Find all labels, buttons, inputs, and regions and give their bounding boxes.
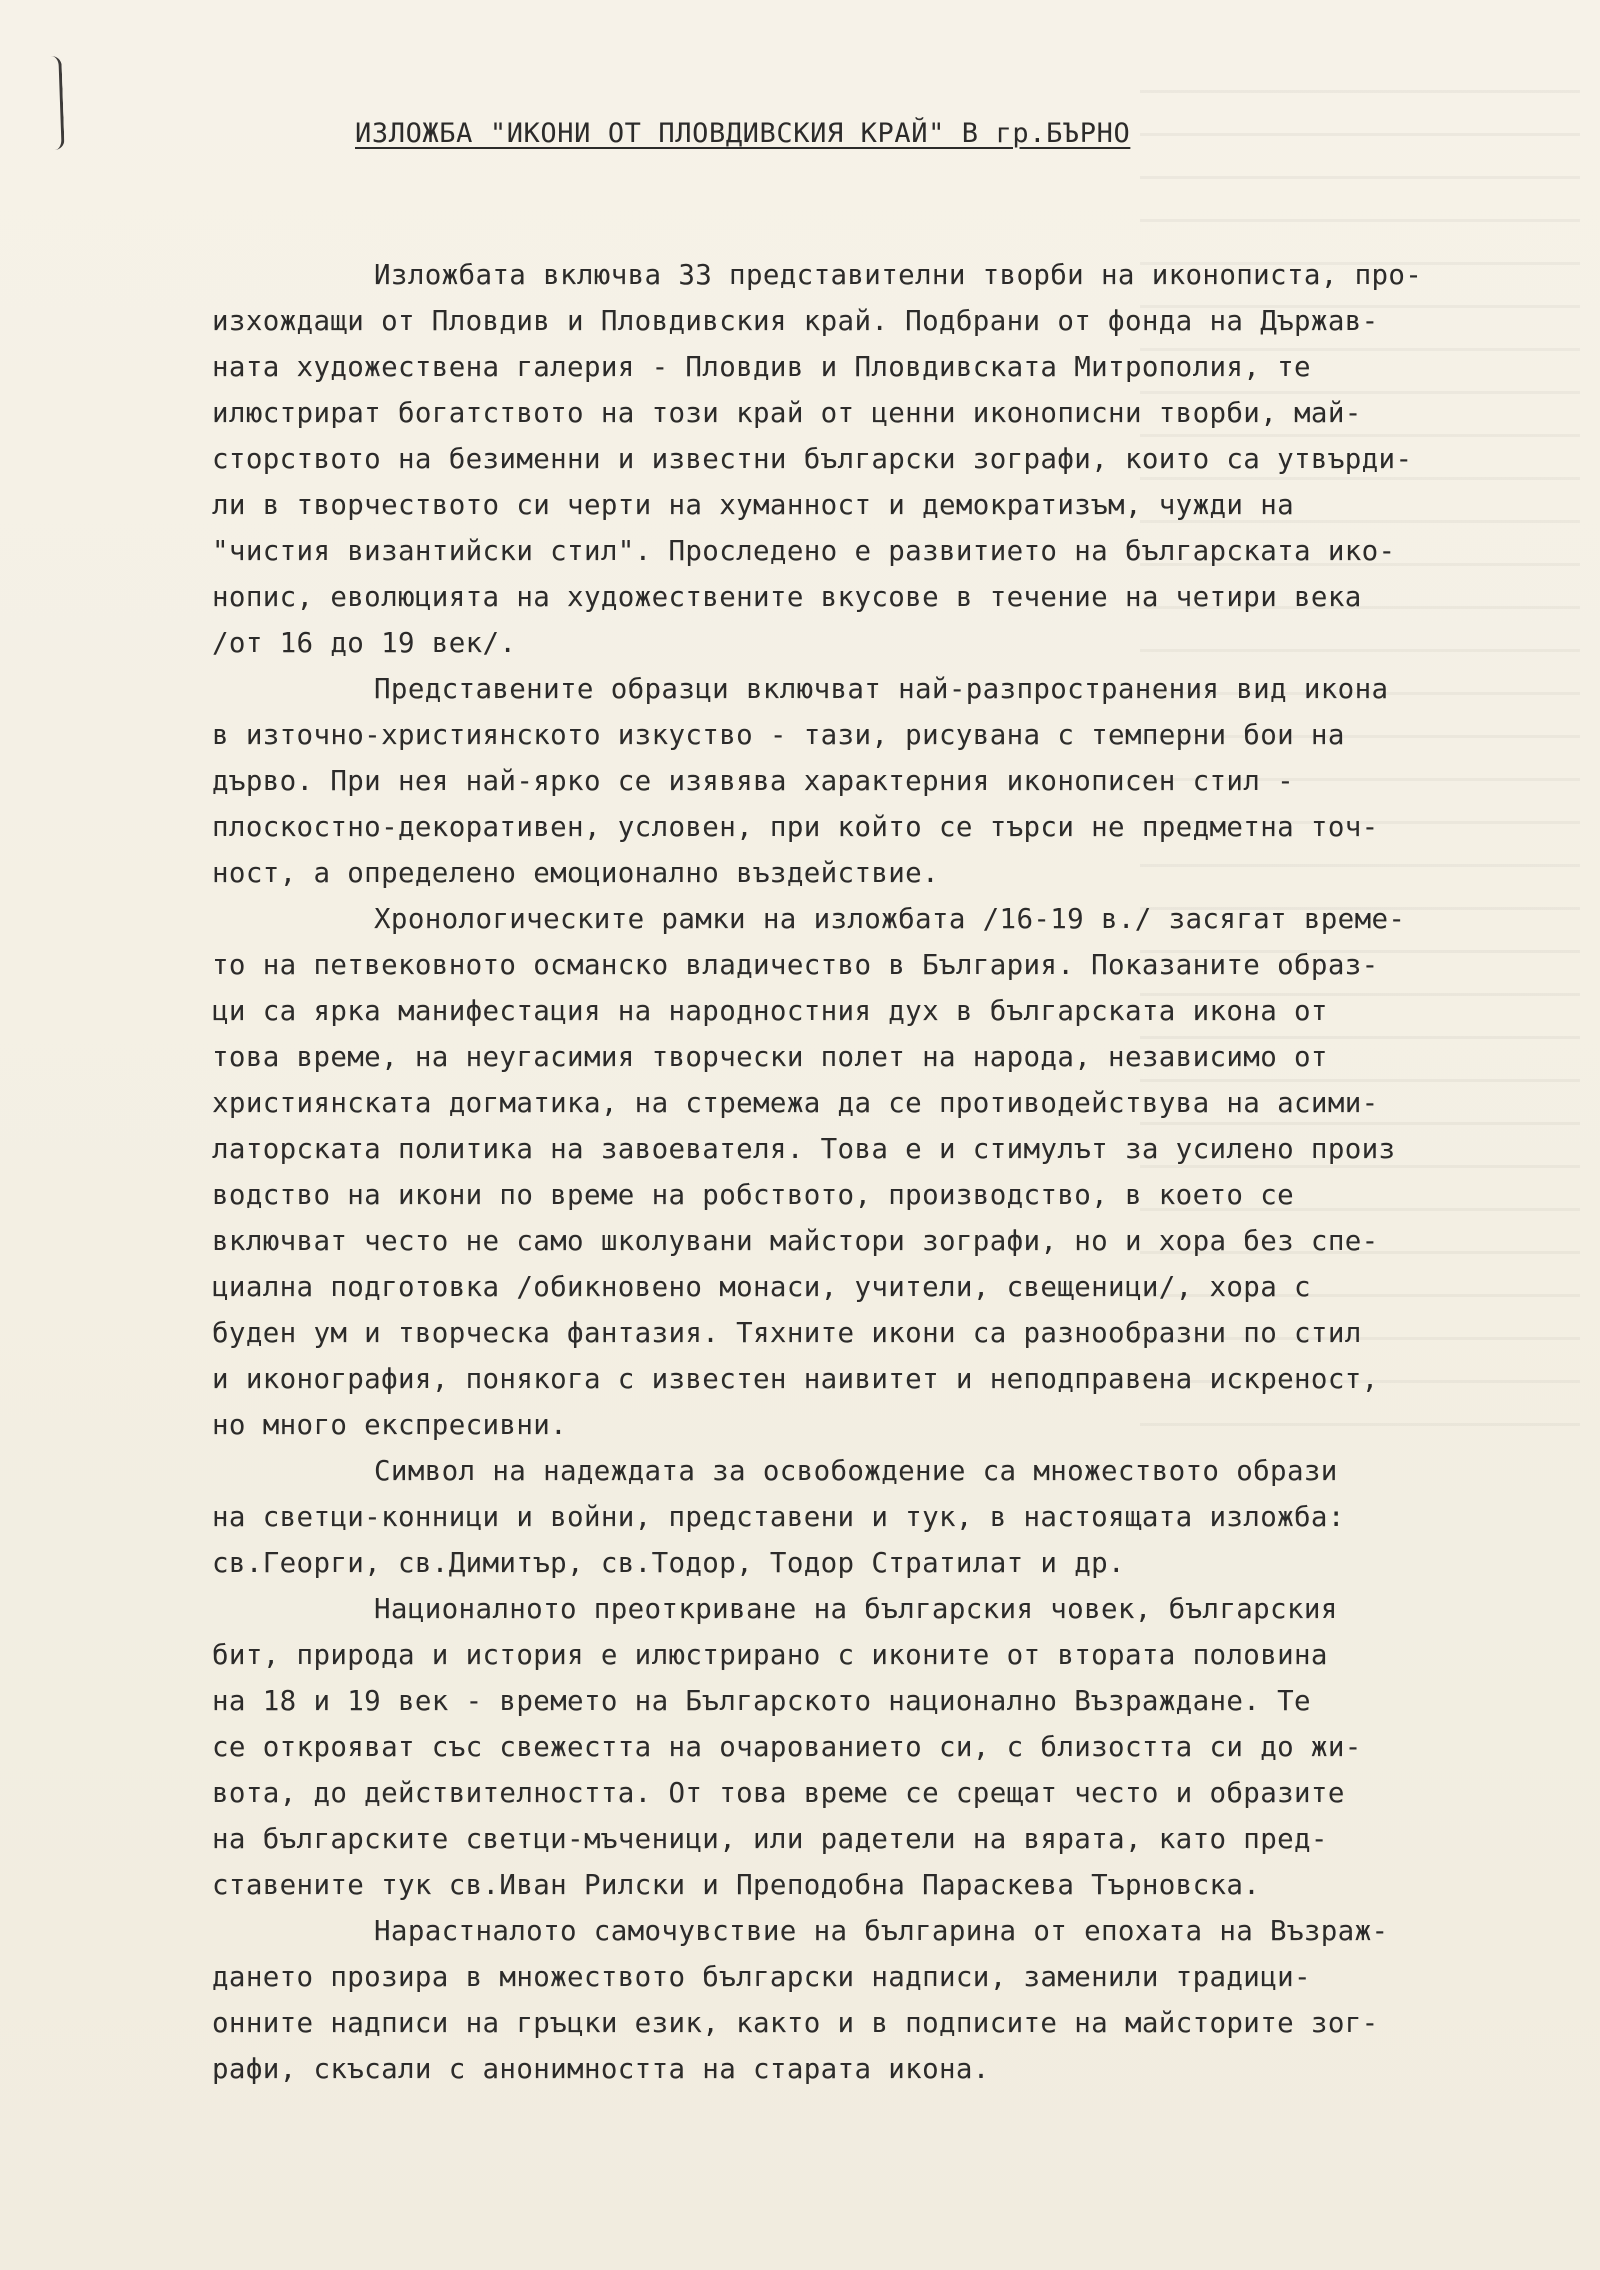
paragraph-line: бит, природа и история е илюстрирано с иконите от втората половина — [212, 1639, 1328, 1671]
paragraph-line: св.Георги, св.Димитър, св.Тодор, Тодор Стратилат и др. — [212, 1547, 1125, 1579]
paragraph-line: плоскостно-декоративен, условен, при който се търси не предметна точ- — [212, 811, 1379, 843]
paragraph-line: водство на икони по време на робството, производство, в което се — [212, 1179, 1295, 1211]
paragraph-line: и иконография, понякога с известен наивитет и неподправена искреност, — [212, 1363, 1379, 1395]
paragraph-line: се открояват със свежестта на очарованието си, с близостта си до жи- — [212, 1731, 1362, 1763]
paragraph-line: буден ум и творческа фантазия. Тяхните икони са разнообразни по стил — [212, 1317, 1362, 1349]
paragraph-line: илюстрират богатството на този край от ценни иконописни творби, май- — [212, 397, 1362, 429]
paragraph-line: на българските светци-мъченици, или радетели на вярата, като пред- — [212, 1823, 1328, 1855]
paragraph-line: циална подготовка /обикновено монаси, учители, свещеници/, хора с — [212, 1271, 1311, 1303]
paragraph-line: ли в творчеството си черти на хуманност и демократизъм, чужди на — [212, 489, 1295, 521]
paragraph-line: Хронологическите рамки на изложбата /16-19 в./ засягат време- — [374, 903, 1406, 935]
paragraph-line: рафи, скъсали с анонимността на старата икона. — [212, 2053, 990, 2085]
paragraph-line: нопис, еволюцията на художествените вкусове в течение на четири века — [212, 581, 1362, 613]
paragraph-line: Националното преоткриване на българския човек, българския — [374, 1593, 1338, 1625]
paragraph-line: но много експресивни. — [212, 1409, 568, 1441]
paragraph-line: ната художествена галерия - Пловдив и Пловдивската Митрополия, те — [212, 351, 1311, 383]
paragraph-line: на 18 и 19 век - времето на Българското национално Възраждане. Те — [212, 1685, 1311, 1717]
paragraph-line: то на петвековното османско владичество в България. Показаните образ- — [212, 949, 1379, 981]
paragraph-line: /от 16 до 19 век/. — [212, 627, 517, 659]
paragraph-line: онните надписи на гръцки език, както и в подписите на майсторите зог- — [212, 2007, 1379, 2039]
paragraph-line: включват често не само школувани майстори зографи, но и хора без спе- — [212, 1225, 1379, 1257]
paragraph-line: ци са ярка манифестация на народностния дух в българската икона от — [212, 995, 1328, 1027]
paragraph-line: вота, до действителността. От това време се срещат често и образите — [212, 1777, 1345, 1809]
paragraph-line: това време, на неугасимия творчески полет на народа, независимо от — [212, 1041, 1328, 1073]
document-title: ИЗЛОЖБА "ИКОНИ ОТ ПЛОВДИВСКИЯ КРАЙ" В гр.БЪРНО — [355, 118, 1131, 149]
paragraph-line: "чистия византийски стил". Проследено е развитието на българската ико- — [212, 535, 1396, 567]
paragraph-line: ност, а определено емоционално въздействие. — [212, 857, 939, 889]
paragraph-line: сторството на безименни и известни български зографи, които са утвърди- — [212, 443, 1413, 475]
paragraph-line: изхождащи от Пловдив и Пловдивския край. Подбрани от фонда на Държав- — [212, 305, 1379, 337]
paragraph-line: Изложбата включва 33 представителни творби на иконописта, про- — [374, 259, 1423, 291]
paragraph-line: на светци-конници и войни, представени и тук, в настоящата изложба: — [212, 1501, 1345, 1533]
paragraph-line: Нарастналото самочувствие на българина от епохата на Възраж- — [374, 1915, 1389, 1947]
document-body — [212, 252, 1600, 2092]
paragraph-line: дането прозира в множеството български надписи, заменили традици- — [212, 1961, 1311, 1993]
paragraph-line: ставените тук св.Иван Рилски и Преподобна Параскева Търновска. — [212, 1869, 1261, 1901]
paragraph-line: в източно-християнското изкуство - тази, рисувана с темперни бои на — [212, 719, 1345, 751]
paragraph-line: християнската догматика, на стремежа да се противодействува на асими- — [212, 1087, 1379, 1119]
margin-bracket-mark — [46, 56, 64, 150]
paragraph-line: Символ на надеждата за освобождение са множеството образи — [374, 1455, 1338, 1487]
paragraph-line: латорската политика на завоевателя. Това е и стимулът за усилено произ — [212, 1133, 1396, 1165]
paragraph-line: Представените образци включват най-разпространения вид икона — [374, 673, 1389, 705]
paragraph-line: дърво. При нея най-ярко се изявява характерния иконописен стил - — [212, 765, 1295, 797]
